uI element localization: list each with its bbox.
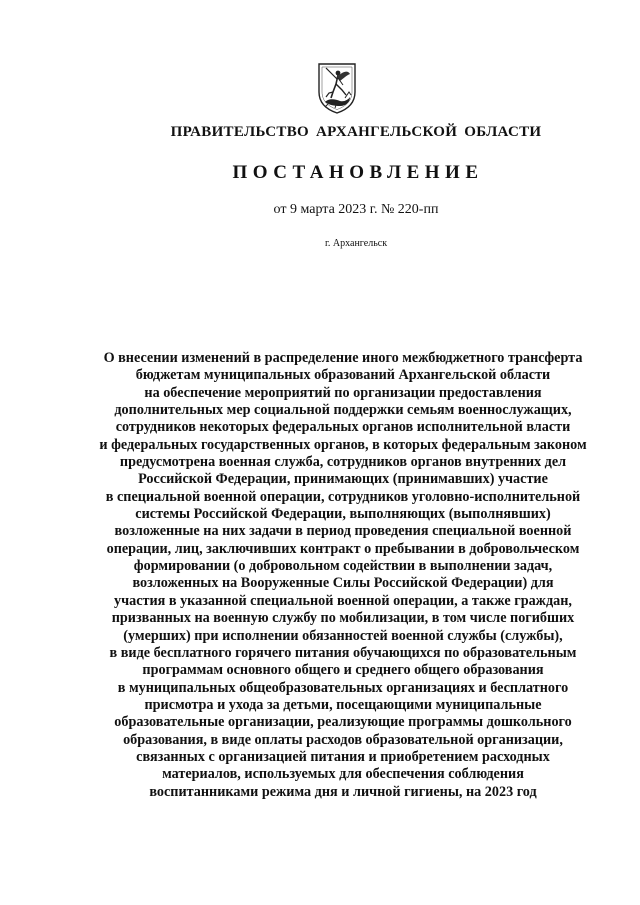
government-title: ПРАВИТЕЛЬСТВО АРХАНГЕЛЬСКОЙ ОБЛАСТИ — [170, 124, 542, 140]
document-type: ПОСТАНОВЛЕНИЕ — [232, 162, 484, 183]
subject-line: присмотра и ухода за детьми, посещающими муниципальные — [144, 696, 542, 713]
subject-line: в виде бесплатного горячего питания обучающихся по образовательным — [109, 644, 577, 661]
document-date-number: от 9 марта 2023 г. № 220-пп — [273, 202, 439, 217]
subject-line: сотрудников некоторых федеральных органов исполнительной власти — [115, 419, 571, 436]
subject-line: образования, в виде оплаты расходов образовательной организации, — [123, 731, 563, 748]
arkhangelsk-coat-of-arms-icon — [316, 62, 358, 114]
subject-line: воспитанниками режима дня и личной гигиены, на 2023 год — [149, 783, 537, 800]
subject-line: Российской Федерации, принимающих (принимавших) участие — [138, 471, 548, 488]
document-subject — [88, 350, 598, 801]
subject-line: материалов, используемых для обеспечения соблюдения — [162, 766, 524, 783]
subject-line: в специальной военной операции, сотрудников уголовно-исполнительной — [105, 488, 581, 505]
subject-line: программам основного общего и среднего общего образования — [142, 662, 544, 679]
subject-line: формировании (о добровольном содействии в выполнении задач, — [133, 558, 553, 575]
subject-line: предусмотрена военная служба, сотрудников органов внутренних дел — [119, 454, 567, 471]
subject-line: образовательные организации, реализующие программы дошкольного — [114, 714, 572, 731]
subject-line: и федеральных государственных органов, в которых федеральным законом — [99, 436, 587, 453]
subject-line: в муниципальных общеобразовательных организациях и бесплатного — [117, 679, 569, 696]
subject-line: О внесении изменений в распределение иного межбюджетного трансферта — [103, 350, 583, 366]
subject-line: на обеспечение мероприятий по организации предоставления — [144, 384, 542, 401]
subject-line: возложенные на них задачи в период проведения специальной военной — [114, 523, 572, 540]
subject-line: возложенных на Вооруженные Силы Российской Федерации) для — [132, 575, 554, 592]
subject-line: (умерших) при исполнении обязанностей военной службы (службы), — [123, 627, 563, 644]
subject-line: призванных на военную службу по мобилизации, в том числе погибших — [111, 610, 575, 627]
subject-line: участия в указанной специальной военной операции, а также граждан, — [114, 592, 572, 609]
subject-line: системы Российской Федерации, выполняющих (выполнявших) — [135, 506, 551, 523]
document-city: г. Архангельск — [324, 238, 388, 249]
subject-line: операции, лиц, заключивших контракт о пребывании в добровольческом — [106, 540, 580, 557]
subject-line: связанных с организацией питания и приобретением расходных — [136, 748, 550, 765]
subject-line: дополнительных мер социальной поддержки семьям военнослужащих, — [114, 402, 572, 419]
subject-line: бюджетам муниципальных образований Архангельской области — [135, 367, 551, 384]
